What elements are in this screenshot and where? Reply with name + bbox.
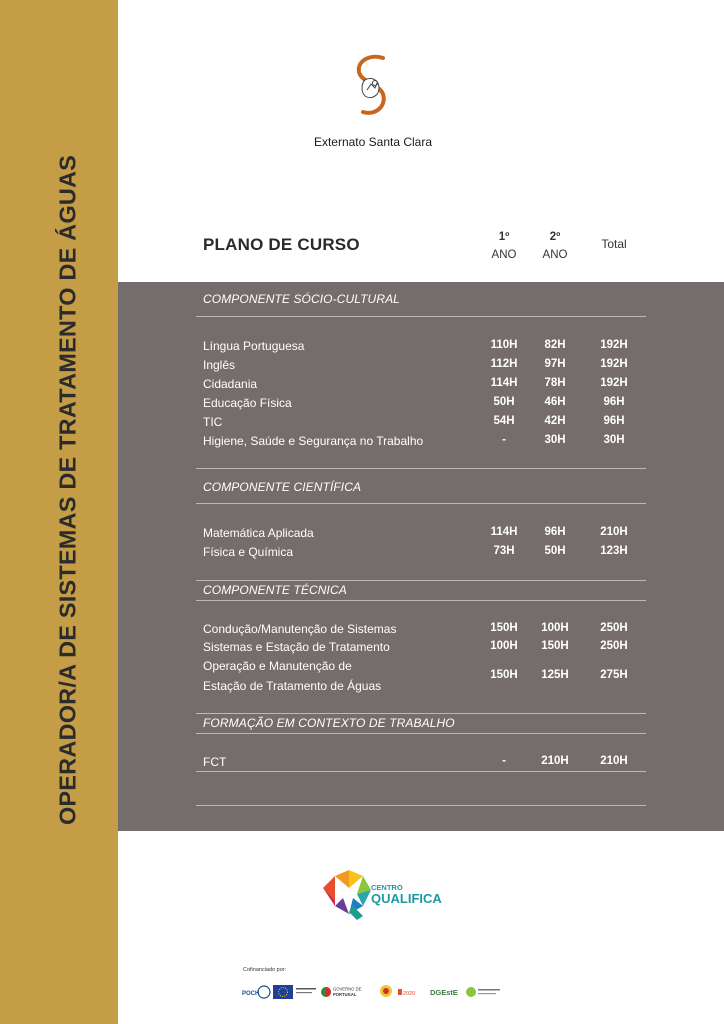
hours-total: 250H [600, 640, 628, 652]
hours-year1: 50H [493, 396, 515, 408]
col-head-year2-num: 2º [549, 231, 561, 243]
divider [196, 503, 646, 504]
section-title: COMPONENTE TÉCNICA [203, 583, 347, 597]
table-row [0, 434, 724, 453]
svg-text:PORTUGAL: PORTUGAL [333, 992, 357, 997]
hours-total: 275H [600, 669, 628, 681]
table-row [0, 526, 724, 545]
col-head-year2-label: ANO [542, 249, 568, 261]
table-row [0, 622, 724, 641]
hours-year1: 100H [490, 640, 518, 652]
divider [196, 805, 646, 806]
qualifica-label: QUALIFICA [371, 891, 442, 906]
table-row [0, 339, 724, 358]
hours-total: 210H [600, 526, 628, 538]
section-title: FORMAÇÃO EM CONTEXTO DE TRABALHO [203, 716, 455, 730]
subject-name: Sistemas e Estação de Tratamento [203, 640, 390, 654]
col-head-year2 [525, 228, 585, 264]
school-logo [349, 50, 395, 120]
subject-name: Cidadania [203, 377, 258, 391]
hours-total: 96H [603, 415, 625, 427]
subject-name: Condução/Manutenção de Sistemas [203, 622, 397, 636]
subject-name-line1: Operação e Manutenção de [203, 659, 352, 673]
table-row [0, 358, 724, 377]
hours-total: 192H [600, 339, 628, 351]
col-head-year1-label: ANO [491, 249, 517, 261]
subject-name: Física e Química [203, 545, 294, 559]
divider [196, 600, 646, 601]
hours-year1: - [502, 755, 506, 767]
hours-year2: 125H [541, 669, 569, 681]
divider [196, 713, 646, 714]
hours-year2: 50H [544, 545, 566, 557]
divider [196, 771, 646, 772]
table-row [0, 415, 724, 434]
cofinanced-label: Cofinanciado por: [243, 967, 287, 973]
hours-year1: 112H [490, 358, 518, 370]
section-title: COMPONENTE SÓCIO-CULTURAL [203, 292, 400, 306]
hours-total: 192H [600, 358, 628, 370]
hours-year2: 97H [544, 358, 566, 370]
hours-year2: 100H [541, 622, 569, 634]
subject-name: Língua Portuguesa [203, 339, 305, 353]
sidebar-band [0, 0, 118, 1024]
hours-year1: 110H [490, 339, 518, 351]
table-row [0, 545, 724, 564]
divider [196, 580, 646, 581]
hours-year1: 73H [493, 545, 515, 557]
poch-logo [242, 986, 270, 998]
course-title-vertical: OPERADOR/A DE SISTEMAS DE TRATAMENTO DE ÁGUAS [54, 154, 81, 826]
subject-name: FCT [203, 755, 227, 769]
funder-logos-strip [240, 981, 510, 1003]
divider [196, 468, 646, 469]
hours-year2: 78H [544, 377, 566, 389]
table-row [0, 640, 724, 659]
divider [196, 733, 646, 734]
hours-year2: 46H [544, 396, 566, 408]
hours-total: 210H [600, 755, 628, 767]
centro-qualifica-logo [309, 866, 459, 922]
centro-label: CENTRO [371, 883, 403, 892]
svg-text:DGEstE: DGEstE [430, 988, 458, 997]
plan-title: PLANO DE CURSO [203, 235, 360, 254]
hours-year1: 114H [490, 377, 518, 389]
pt2020-logo [398, 989, 415, 997]
subject-name: Inglês [203, 358, 236, 372]
subject-name: Higiene, Saúde e Segurança no Trabalho [203, 434, 424, 448]
hours-year1: 54H [493, 415, 515, 427]
fse-text-logo [296, 988, 316, 993]
hours-year2: 150H [541, 640, 569, 652]
subject-name: TIC [203, 415, 223, 429]
subject-name: Educação Física [203, 396, 292, 410]
hours-total: 192H [600, 377, 628, 389]
col-head-year1-num: 1º [498, 231, 510, 243]
hours-year2: 30H [544, 434, 566, 446]
hours-year1: 150H [490, 622, 518, 634]
hours-total: 30H [603, 434, 625, 446]
hours-year2: 42H [544, 415, 566, 427]
hours-year1: 114H [490, 526, 518, 538]
svg-text:2020: 2020 [403, 991, 416, 997]
subject-name-line2: Estação de Tratamento de Águas [203, 679, 382, 693]
table-row [0, 377, 724, 396]
eu-flag-logo [273, 985, 293, 999]
table-row [0, 396, 724, 415]
hours-year2: 82H [544, 339, 566, 351]
col-head-total: Total [601, 237, 627, 251]
svg-text:POCH: POCH [242, 991, 260, 997]
hours-year1: 150H [490, 669, 518, 681]
hours-total: 96H [603, 396, 625, 408]
table-row [0, 659, 724, 697]
svg-text:GOVERNO DE: GOVERNO DE [333, 986, 362, 992]
hours-year1: - [502, 434, 506, 446]
section-title: COMPONENTE CIENTÍFICA [203, 480, 362, 494]
hours-total: 250H [600, 622, 628, 634]
subject-name: Matemática Aplicada [203, 526, 314, 540]
school-name: Externato Santa Clara [313, 135, 433, 149]
governo-portugal-logo [321, 987, 362, 998]
hours-total: 123H [600, 545, 628, 557]
green-leaf-logo [466, 987, 500, 997]
hours-year2: 210H [541, 755, 569, 767]
dgeste-logo [430, 988, 458, 997]
emblem-logo [380, 985, 392, 997]
hours-year2: 96H [544, 526, 566, 538]
divider [196, 316, 646, 317]
